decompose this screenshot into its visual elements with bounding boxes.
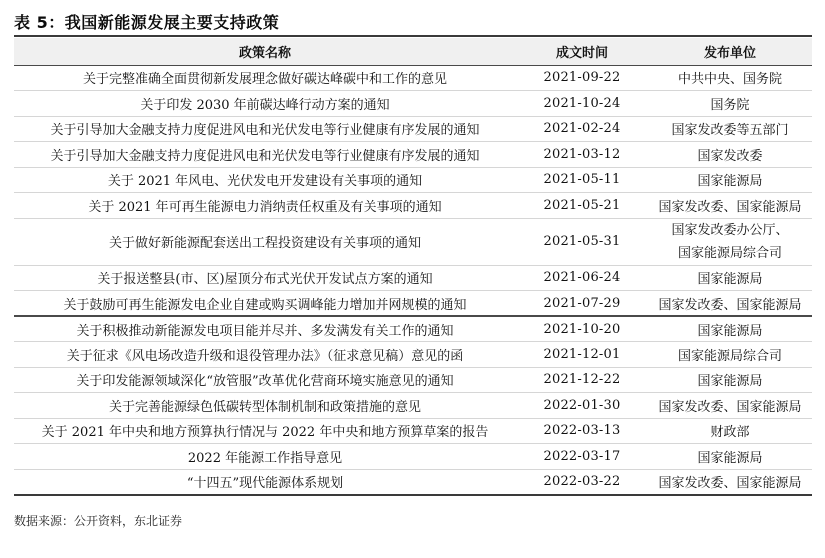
table-row — [14, 444, 812, 470]
table-title: 表 5：我国新能源发展主要支持政策 — [14, 13, 280, 32]
policy-name: 关于引导加大金融支持力度促进风电和光伏发电等行业健康有序发展的通知 — [14, 116, 516, 142]
policy-issuer: 财政部 — [648, 418, 812, 444]
policy-name: 关于完善能源绿色低碳转型体制机制和政策措施的意见 — [14, 393, 516, 419]
policy-date: 2021-02-24 — [516, 116, 648, 142]
policy-date: 2021-05-21 — [516, 193, 648, 219]
table-row — [14, 469, 812, 495]
top-rule — [14, 35, 812, 37]
policy-date: 2021-12-01 — [516, 342, 648, 368]
policy-table — [14, 38, 812, 496]
column-header-date: 成文时间 — [516, 38, 648, 65]
policy-name: 关于做好新能源配套送出工程投资建设有关事项的通知 — [14, 218, 516, 265]
table-row — [14, 367, 812, 393]
policy-name: 关于引导加大金融支持力度促进风电和光伏发电等行业健康有序发展的通知 — [14, 142, 516, 168]
policy-issuer: 国家发改委、国家能源局 — [648, 393, 812, 419]
column-header-issuer: 发布单位 — [648, 38, 812, 65]
policy-date: 2022-03-17 — [516, 444, 648, 470]
policy-date: 2021-03-12 — [516, 142, 648, 168]
policy-name: 关于完整准确全面贯彻新发展理念做好碳达峰碳中和工作的意见 — [14, 65, 516, 91]
policy-name: 关于印发 2030 年前碳达峰行动方案的通知 — [14, 91, 516, 117]
policy-issuer: 国家发改委、国家能源局 — [648, 291, 812, 317]
policy-issuer — [648, 218, 812, 265]
policy-name: “十四五”现代能源体系规划 — [14, 469, 516, 495]
policy-name: 关于征求《风电场改造升级和退役管理办法》（征求意见稿）意见的函 — [14, 342, 516, 368]
table-row — [14, 193, 812, 219]
table-row — [14, 65, 812, 91]
policy-name: 2022 年能源工作指导意见 — [14, 444, 516, 470]
policy-date: 2021-09-22 — [516, 65, 648, 91]
table-header-row — [14, 38, 812, 65]
policy-date: 2021-05-31 — [516, 218, 648, 265]
table-row — [14, 116, 812, 142]
policy-issuer-line: 国家发改委办公厅、 — [671, 222, 789, 238]
policy-issuer: 国务院 — [648, 91, 812, 117]
policy-date: 2021-10-20 — [516, 316, 648, 342]
policy-name: 关于积极推动新能源发电项目能并尽并、多发满发有关工作的通知 — [14, 316, 516, 342]
table-row — [14, 91, 812, 117]
policy-date: 2021-06-24 — [516, 265, 648, 291]
policy-name: 关于报送整县(市、区)屋顶分布式光伏开发试点方案的通知 — [14, 265, 516, 291]
column-header-policy: 政策名称 — [14, 38, 516, 65]
policy-name: 关于印发能源领域深化“放管服”改革优化营商环境实施意见的通知 — [14, 367, 516, 393]
policy-name: 关于 2021 年风电、光伏发电开发建设有关事项的通知 — [14, 167, 516, 193]
policy-issuer: 国家能源局 — [648, 316, 812, 342]
policy-name: 关于鼓励可再生能源发电企业自建或购买调峰能力增加并网规模的通知 — [14, 291, 516, 317]
policy-issuer: 国家能源局 — [648, 367, 812, 393]
policy-name: 关于 2021 年中央和地方预算执行情况与 2022 年中央和地方预算草案的报告 — [14, 418, 516, 444]
policy-date: 2021-12-22 — [516, 367, 648, 393]
policy-issuer: 国家发改委、国家能源局 — [648, 469, 812, 495]
table-row — [14, 167, 812, 193]
policy-date: 2021-10-24 — [516, 91, 648, 117]
table-row — [14, 342, 812, 368]
table-row — [14, 316, 812, 342]
data-source-note: 数据来源：公开资料，东北证券 — [14, 514, 183, 528]
table-row — [14, 393, 812, 419]
table-row — [14, 418, 812, 444]
policy-issuer: 国家能源局 — [648, 265, 812, 291]
policy-issuer: 国家发改委、国家能源局 — [648, 193, 812, 219]
policy-issuer: 国家发改委 — [648, 142, 812, 168]
policy-issuer: 中共中央、国务院 — [648, 65, 812, 91]
table-row — [14, 142, 812, 168]
policy-issuer: 国家能源局 — [648, 444, 812, 470]
table-row — [14, 265, 812, 291]
policy-name: 关于 2021 年可再生能源电力消纳责任权重及有关事项的通知 — [14, 193, 516, 219]
table-row — [14, 291, 812, 317]
policy-issuer-line: 国家能源局综合司 — [677, 245, 782, 261]
policy-date: 2021-07-29 — [516, 291, 648, 317]
policy-date: 2022-01-30 — [516, 393, 648, 419]
policy-issuer: 国家发改委等五部门 — [648, 116, 812, 142]
table-row — [14, 218, 812, 265]
policy-date: 2022-03-22 — [516, 469, 648, 495]
policy-issuer: 国家能源局综合司 — [648, 342, 812, 368]
policy-date: 2021-05-11 — [516, 167, 648, 193]
policy-issuer: 国家能源局 — [648, 167, 812, 193]
policy-date: 2022-03-13 — [516, 418, 648, 444]
